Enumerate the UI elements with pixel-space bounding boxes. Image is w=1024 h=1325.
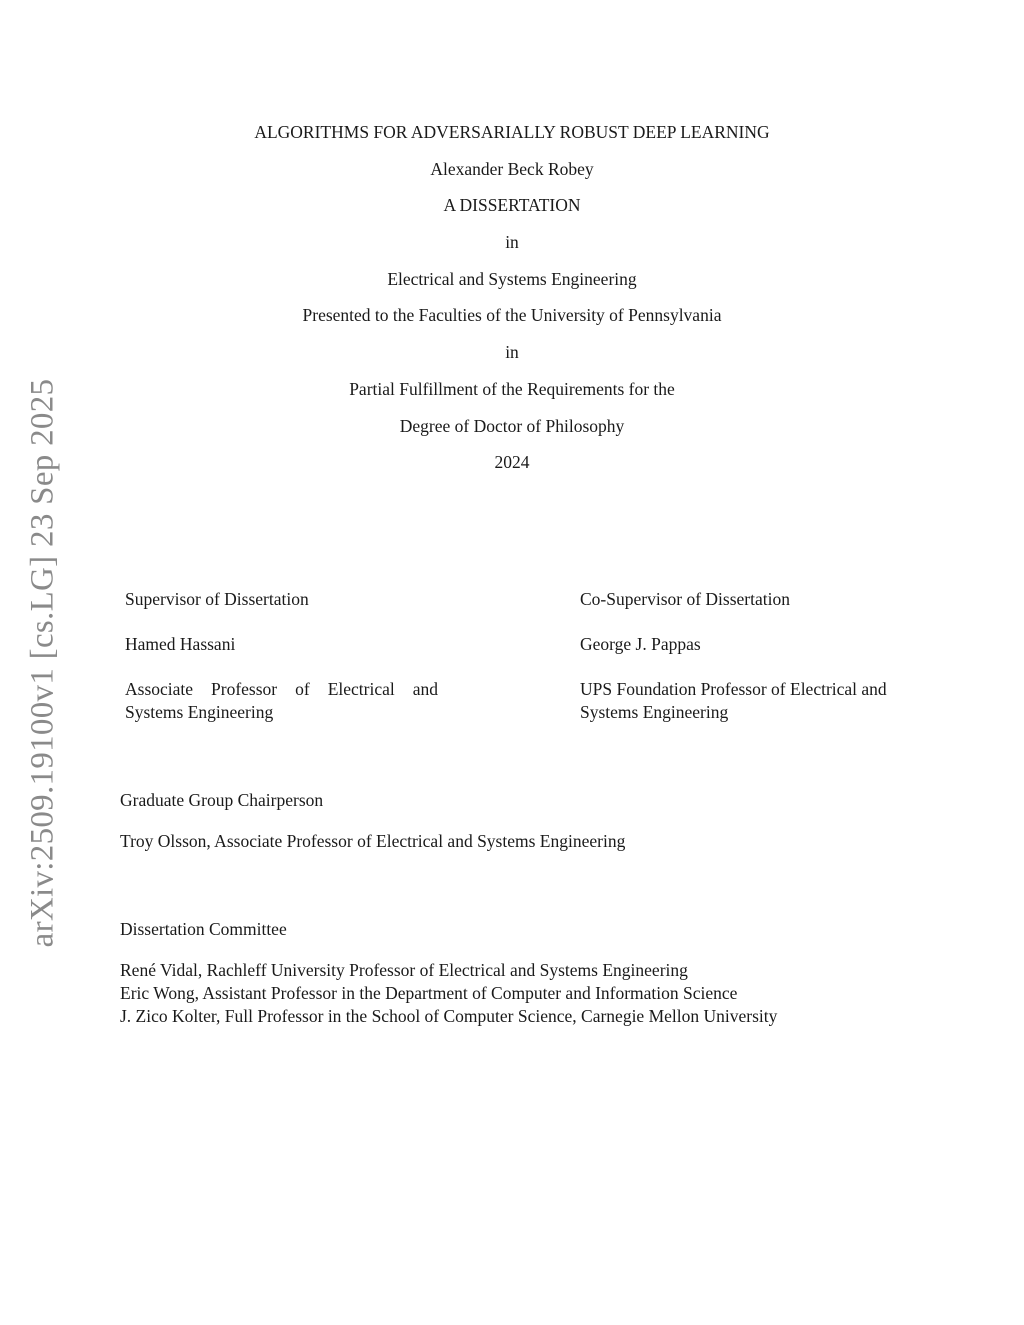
title-block (0, 120, 1024, 487)
department: Electrical and Systems Engineering (387, 268, 637, 289)
co-supervisor-block (580, 588, 900, 724)
committee-member: Eric Wong, Assistant Professor in the Department of Computer and Information Science (120, 983, 738, 1003)
committee-block (120, 918, 777, 1028)
author-name: Alexander Beck Robey (430, 158, 594, 179)
co-supervisor-role: Co-Supervisor of Dissertation (580, 589, 790, 609)
committee-member: René Vidal, Rachleff University Professor of Electrical and Systems Engineering (120, 960, 688, 980)
committee-member: J. Zico Kolter, Full Professor in the School of Computer Science, Carnegie Mellon University (120, 1006, 778, 1026)
dissertation-title: ALGORITHMS FOR ADVERSARIALLY ROBUST DEEP LEARNING (254, 122, 770, 142)
graduate-chair-block (120, 789, 625, 853)
supervisor-affiliation: Associate Professor of Electrical and Systems Engineering (125, 679, 438, 722)
supervisor-block (125, 588, 438, 724)
committee-heading: Dissertation Committee (120, 919, 287, 939)
in-connector-1: in (505, 232, 519, 253)
document-type: A DISSERTATION (443, 195, 581, 216)
year: 2024 (494, 452, 530, 473)
degree: Degree of Doctor of Philosophy (399, 415, 625, 436)
in-connector-2: in (505, 342, 519, 363)
graduate-chair-heading: Graduate Group Chairperson (120, 790, 324, 810)
graduate-chair-member: Troy Olsson, Associate Professor of Electrical and Systems Engineering (120, 831, 626, 851)
fulfillment-statement: Partial Fulfillment of the Requirements for the (349, 378, 675, 399)
co-supervisor-affiliation: UPS Foundation Professor of Electrical and Systems Engineering (580, 679, 887, 722)
supervisor-name: Hamed Hassani (125, 634, 236, 654)
co-supervisor-name: George J. Pappas (580, 634, 701, 654)
supervisor-role: Supervisor of Dissertation (125, 589, 309, 609)
arxiv-identifier: arXiv:2509.19100v1 [cs.LG] 23 Sep 2025 (24, 378, 61, 948)
presented-to: Presented to the Faculties of the University of Pennsylvania (302, 305, 722, 326)
